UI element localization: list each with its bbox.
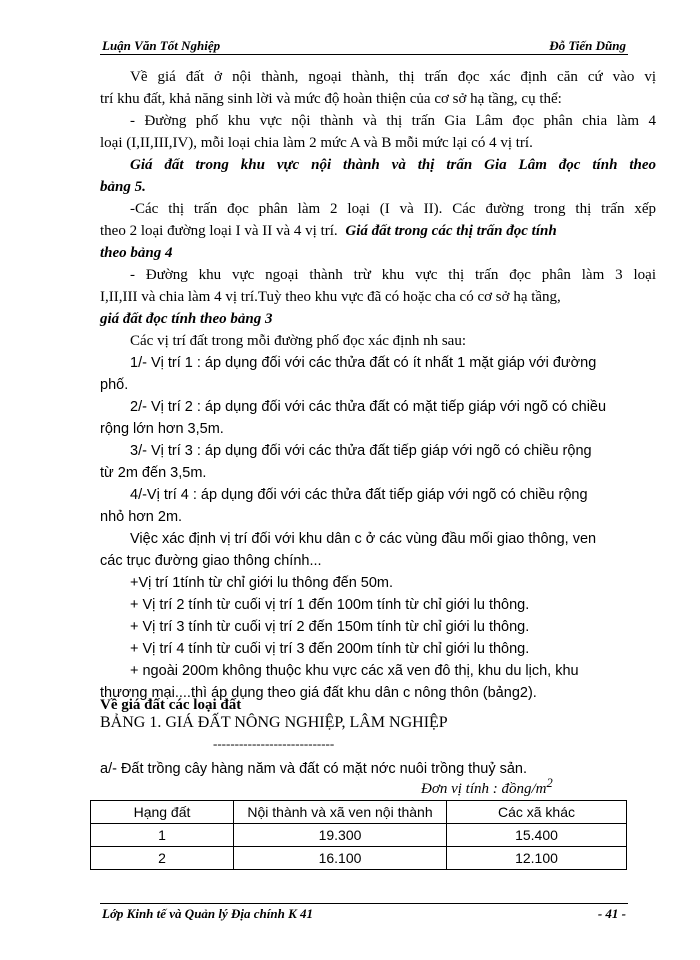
paragraph-line: rộng lớn hơn 3,5m. [100,421,224,437]
paragraph-line: + Vị trí 4 tính từ cuối vị trí 3 đến 200m tính từ chỉ giới lu thông. [130,641,530,657]
land-price-table [90,800,627,870]
paragraph-line: - Đường khu vực ngoại thành trừ khu vực thị trấn đọc phân làm 3 loại [130,267,656,283]
header-right: Đỗ Tiến Dũng [549,38,626,53]
table-cell: 19.300 [234,824,447,847]
header-rule [100,54,628,55]
paragraph-line: từ 2m đến 3,5m. [100,465,207,481]
footer-rule [100,903,628,904]
page-header [102,38,626,54]
paragraph-line: các trục đường giao thông chính... [100,553,322,569]
header-cell: Nội thành và xã ven nội thành [234,801,447,824]
text-run: Giá đất trong các thị trấn đọc tính [345,223,557,239]
table-header-row [91,801,627,824]
section-heading: Về giá đất các loại đất [100,697,242,713]
table-cell: 2 [91,847,234,870]
paragraph-line: Về giá đất ở nội thành, ngoại thành, thị trấn đọc xác định căn cứ vào vị [130,69,656,85]
text-run: theo 2 loại đường loại I và II và 4 vị trí. [100,223,338,239]
paragraph-line: Giá đất trong khu vực nội thành và thị trấn Gia Lâm đọc tính theo [130,157,656,173]
title-underline: ---------------------------- [213,736,335,751]
paragraph-line: + Vị trí 3 tính từ cuối vị trí 2 đến 150m tính từ chỉ giới lu thông. [130,619,530,635]
table-cell: 12.100 [447,847,627,870]
unit-superscript: 2 [546,776,553,790]
header-left: Luận Văn Tốt Nghiệp [102,38,221,53]
paragraph-line: + Vị trí 2 tính từ cuối vị trí 1 đến 100m tính từ chỉ giới lu thông. [130,597,530,613]
paragraph-line: + ngoài 200m không thuộc khu vực các xã ven đô thị, khu du lịch, khu [130,663,579,679]
paragraph-line: 2/- Vị trí 2 : áp dụng đối với các thửa đất có mặt tiếp giáp với ngõ có chiều [130,399,607,415]
paragraph-line: 4/-Vị trí 4 : áp dụng đối với các thửa đất tiếp giáp với ngõ có chiều rộng [130,487,588,503]
paragraph-line: - Đường phố khu vực nội thành và thị trấn Gia Lâm đọc phân chia làm 4 [130,113,656,129]
paragraph-line [100,220,626,242]
table-cell: 1 [91,824,234,847]
subheading: a/- Đất trồng cây hàng năm và đất có mặt nớc nuôi trồng thuỷ sản. [100,761,528,777]
paragraph-line: Việc xác định vị trí đối với khu dân c ở các vùng đầu mối giao thông, ven [130,531,597,547]
paragraph-line: +Vị trí 1tính từ chỉ giới lu thông đến 50m. [130,575,394,591]
paragraph-line: I,II,III và chia làm 4 vị trí.Tuỳ theo khu vực đã có hoặc cha có cơ sở hạ tầng, [100,289,561,305]
paragraph-line: theo bảng 4 [100,245,173,261]
paragraph-line: trí khu đất, khả năng sinh lời và mức độ hoàn thiện của cơ sở hạ tầng, cụ thể: [100,91,562,107]
paragraph-line: thương mại....thì áp dụng theo giá đất khu dân c nông thôn (bảng2). [100,685,537,701]
header-cell: Các xã khác [447,801,627,824]
page-footer [102,906,626,922]
header-cell: Hạng đất [91,801,234,824]
table-row [91,824,627,847]
paragraph-line: loại (I,II,III,IV), mỗi loại chia làm 2 mức A và B mỗi mức lại có 4 vị trí. [100,135,533,151]
paragraph-line: giá đất đọc tính theo bảng 3 [100,311,273,327]
table-row [91,847,627,870]
paragraph-line: 3/- Vị trí 3 : áp dụng đối với các thửa đất tiếp giáp với ngõ có chiều rộng [130,443,592,459]
paragraph-line: 1/- Vị trí 1 : áp dụng đối với các thửa đất có ít nhất 1 mặt giáp với đường [130,355,597,371]
paragraph-line: nhỏ hơn 2m. [100,509,183,525]
table-cell: 16.100 [234,847,447,870]
footer-right: - 41 - [597,906,626,921]
paragraph-line: phố. [100,377,129,393]
footer-left: Lớp Kinh tế và Quản lý Địa chính K 41 [102,906,314,921]
table-title: BẢNG 1. GIÁ ĐẤT NÔNG NGHIỆP, LÂM NGHIỆP [100,714,448,731]
paragraph-line: Các vị trí đất trong mỗi đường phố đọc xác định nh sau: [130,333,467,349]
paragraph-line: bảng 5. [100,179,146,195]
paragraph-line: -Các thị trấn đọc phân làm 2 loại (I và II). Các đường trong thị trấn xếp [130,201,656,217]
unit-text: Đơn vị tính : đồng/m [421,781,547,797]
unit-label [421,776,553,798]
table-cell: 15.400 [447,824,627,847]
